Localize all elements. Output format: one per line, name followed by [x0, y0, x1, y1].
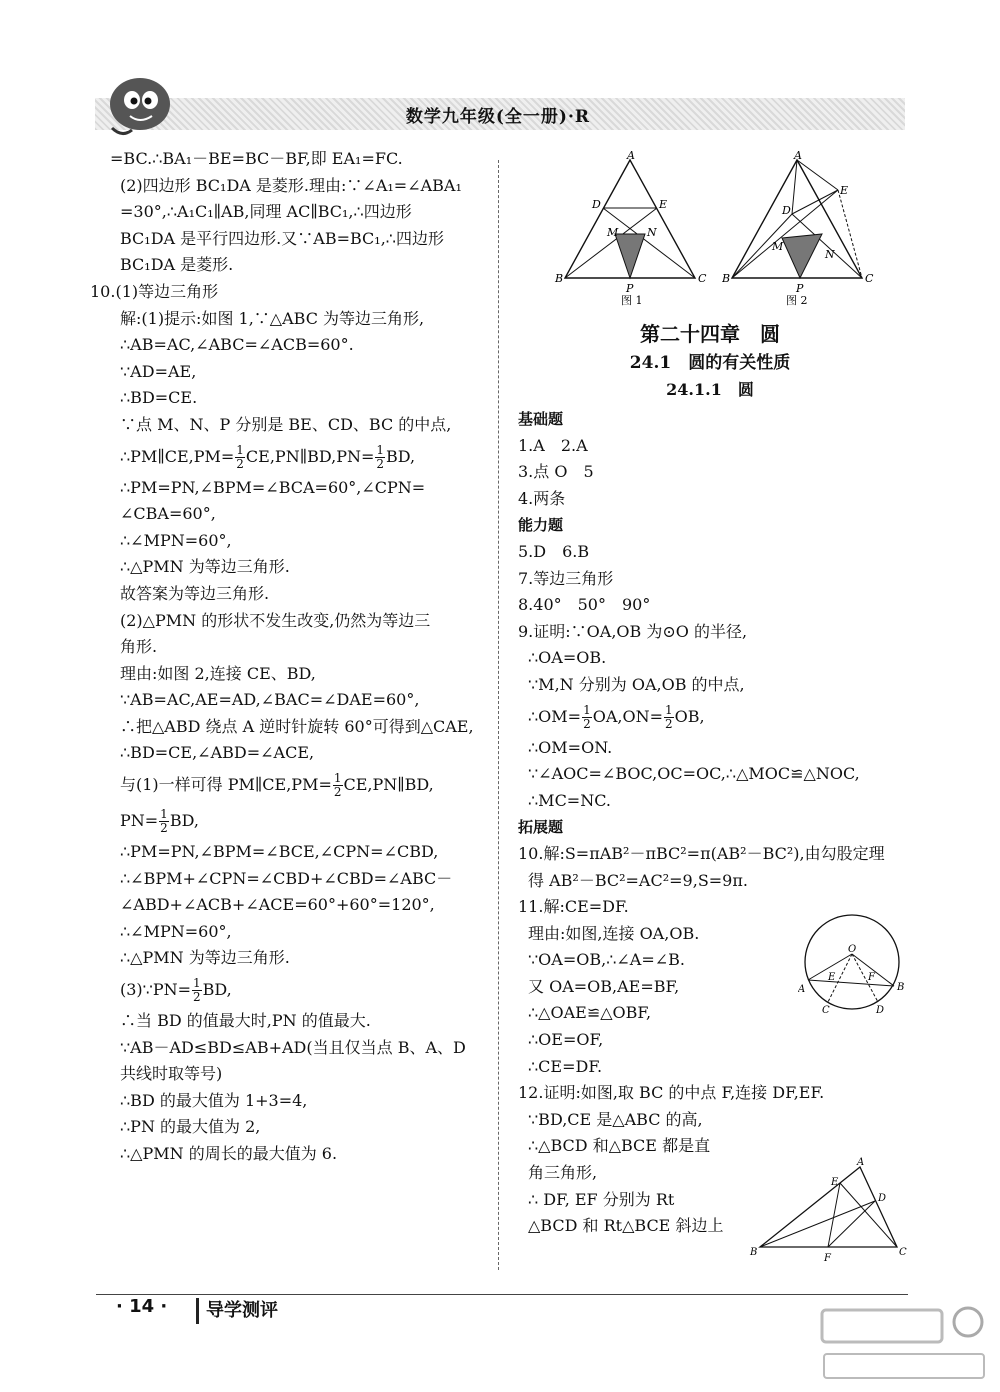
text-line: (2)△PMN 的形状不发生改变,仍然为等边三: [120, 610, 431, 630]
svg-text:O: O: [848, 944, 857, 955]
text-line: ∴∠BPM+∠CPN=∠CBD+∠CBD=∠ABC－: [120, 868, 453, 888]
answer-line: 1.A 2.A: [518, 435, 588, 455]
answer-line: ∴MC=NC.: [528, 790, 611, 810]
svg-text:N: N: [647, 226, 657, 239]
svg-text:M: M: [772, 240, 784, 253]
fraction-line: ∴OM= $\frac{1}{2}$ OA,ON= $\frac{1}{2}$ OB,: [528, 702, 705, 731]
text-line: ∵AB=AC,AE=AD,∠BAC=∠DAE=60°,: [120, 690, 420, 710]
text-line: (2)四边形 BC₁DA 是菱形.理由:∵∠A₁=∠ABA₁: [120, 175, 462, 195]
footer-title: 导学测评: [206, 1300, 278, 1321]
text-line: ∵AD=AE,: [120, 361, 197, 381]
page-number: · 14 ·: [116, 1296, 168, 1317]
left-column: [90, 146, 490, 1168]
text-line: ∵AB－AD≤BD≤AB+AD(当且仅当点 B、A、D: [120, 1037, 466, 1057]
svg-text:A: A: [627, 150, 635, 162]
right-column: [518, 406, 908, 1240]
answer-line: 又 OA=OB,AE=BF,: [528, 976, 680, 996]
fraction: $\frac{1}{2}$: [160, 807, 168, 836]
text-line: 解:(1)提示:如图 1,∵△ABC 为等边三角形,: [120, 308, 425, 328]
fraction-line: 与(1)一样可得 PM∥CE,PM= $\frac{1}{2}$ CE,PN∥BD,: [120, 771, 434, 800]
fraction: $\frac{1}{2}$: [376, 442, 384, 471]
text-line: 角形.: [120, 637, 158, 657]
svg-text:B: B: [555, 272, 564, 285]
answer-line: ∵M,N 分别为 OA,OB 的中点,: [528, 674, 745, 694]
svg-text:D: D: [782, 204, 791, 217]
answer-line: 12.证明:如图,取 BC 的中点 F,连接 DF,EF.: [518, 1083, 825, 1103]
text-line: ∴PM=PN,∠BPM=∠BCA=60°,∠CPN=: [120, 477, 426, 497]
svg-text:E: E: [659, 198, 668, 211]
figure-2: [722, 150, 892, 310]
answer-line: ∴OM=ON.: [528, 737, 613, 757]
text-line: ∴AB=AC,∠ABC=∠ACB=60°.: [120, 335, 354, 355]
fraction: $\frac{1}{2}$: [665, 702, 673, 731]
footer-separator: [196, 1298, 199, 1324]
text-line: 共线时取等号): [120, 1064, 223, 1084]
answer-line: 5.D 6.B: [518, 541, 590, 561]
fraction-line: PN= $\frac{1}{2}$ BD,: [120, 807, 199, 836]
page-header-title: 数学九年级(全一册)·R: [405, 107, 590, 127]
svg-text:B: B: [897, 982, 905, 993]
text-line: ∴∠MPN=60°,: [120, 921, 232, 941]
text-line: ∠CBA=60°,: [120, 504, 216, 524]
figure-1-caption: 图 1: [621, 294, 643, 307]
text-line: ∴△PMN 为等边三角形.: [120, 948, 290, 968]
svg-text:E: E: [831, 1177, 839, 1188]
answer-line: 得 AB²－BC²=AC²=9,S=9π.: [528, 870, 748, 890]
text-line: ∴BD=CE,∠ABD=∠ACE,: [120, 743, 315, 763]
subsection-title: 24.1.1 圆: [666, 380, 754, 399]
svg-text:P: P: [796, 282, 804, 295]
svg-text:N: N: [825, 248, 835, 261]
text-line: ∴PN 的最大值为 2,: [120, 1117, 261, 1137]
svg-text:A: A: [794, 150, 802, 162]
fraction-line: ∴PM∥CE,PM= $\frac{1}{2}$ CE,PN∥BD,PN= $\frac{1}{2}$ BD,: [120, 442, 416, 471]
text-line: 10.(1)等边三角形: [90, 281, 219, 301]
answer-line: 3.点 O 5: [518, 462, 594, 482]
text-line: 理由:如图 2,连接 CE、BD,: [120, 663, 316, 683]
text-line: =30°,∴A₁C₁∥AB,同理 AC∥BC₁,∴四边形: [120, 202, 412, 222]
answer-line: 8.40° 50° 90°: [518, 595, 651, 615]
answer-line: 11.解:CE=DF.: [518, 897, 629, 917]
text-line: =BC.∴BA₁－BE=BC－BF,即 EA₁=FC.: [110, 149, 403, 168]
svg-text:F: F: [824, 1253, 831, 1264]
svg-text:C: C: [822, 1005, 830, 1016]
fraction: $\frac{1}{2}$: [583, 702, 591, 731]
svg-text:D: D: [592, 198, 601, 211]
svg-text:C: C: [899, 1247, 907, 1258]
answer-line: ∴OA=OB.: [528, 648, 607, 668]
mascot-logo: [92, 68, 192, 138]
chapter-title: 第二十四章 圆: [640, 322, 780, 346]
svg-text:E: E: [828, 972, 836, 983]
fraction: $\frac{1}{2}$: [236, 442, 244, 471]
answer-line: 7.等边三角形: [518, 568, 614, 588]
svg-text:M: M: [607, 226, 619, 239]
answer-line: ∴CE=DF.: [528, 1056, 603, 1076]
circle-figure: [798, 912, 910, 1018]
answer-line: ∴ DF, EF 分别为 Rt: [528, 1189, 675, 1209]
svg-text:C: C: [698, 272, 707, 285]
text-line: ∴PM=PN,∠BPM=∠BCE,∠CPN=∠CBD,: [120, 842, 439, 862]
fraction-line: (3)∵PN= $\frac{1}{2}$ BD,: [120, 976, 232, 1005]
answer-line: ∴△BCD 和△BCE 都是直: [528, 1136, 711, 1156]
svg-text:F: F: [868, 972, 875, 983]
fraction: $\frac{1}{2}$: [333, 771, 342, 800]
svg-text:P: P: [626, 282, 634, 295]
column-divider: [498, 160, 499, 1270]
svg-text:A: A: [857, 1157, 865, 1168]
text-line: ∴△PMN 的周长的最大值为 6.: [120, 1144, 338, 1163]
footer-rule: [96, 1294, 908, 1295]
answer-line: 9.证明:∵OA,OB 为⊙O 的半径,: [518, 621, 748, 641]
text-line: 故答案为等边三角形.: [120, 583, 270, 603]
answer-line: △BCD 和 Rt△BCE 斜边上: [528, 1216, 724, 1236]
answer-line: 10.解:S=πAB²－πBC²=π(AB²－BC²),由勾股定理: [518, 843, 885, 863]
answer-line: ∴△OAE≌△OBF,: [528, 1003, 652, 1023]
answer-line: 角三角形,: [528, 1163, 598, 1183]
svg-text:B: B: [750, 1247, 758, 1258]
answer-line: ∴OE=OF,: [528, 1030, 604, 1050]
svg-text:A: A: [798, 984, 806, 995]
text-line: ∴∠MPN=60°,: [120, 530, 232, 550]
category-heading: 拓展题: [518, 818, 564, 837]
figure-1: [545, 150, 710, 310]
text-line: ∴当 BD 的值最大时,PN 的值最大.: [120, 1011, 371, 1031]
fraction: $\frac{1}{2}$: [193, 976, 201, 1005]
figure-2-caption: 图 2: [786, 294, 808, 307]
answer-line: 理由:如图,连接 OA,OB.: [528, 923, 700, 943]
answer-line: ∵∠AOC=∠BOC,OC=OC,∴△MOC≌△NOC,: [528, 764, 860, 784]
watermark-logo: [818, 1302, 990, 1382]
answer-line: ∵BD,CE 是△ABC 的高,: [528, 1109, 703, 1129]
text-line: ∴把△ABD 绕点 A 逆时针旋转 60°可得到△CAE,: [120, 716, 474, 736]
text-line: ∴BD=CE.: [120, 388, 198, 408]
category-heading: 能力题: [518, 516, 564, 535]
category-heading: 基础题: [518, 410, 564, 428]
svg-text:E: E: [840, 184, 849, 197]
svg-text:B: B: [722, 272, 731, 285]
section-title: 24.1 圆的有关性质: [629, 353, 791, 373]
svg-text:C: C: [865, 272, 874, 285]
text-line: BC₁DA 是菱形.: [120, 255, 234, 275]
text-line: ∵点 M、N、P 分别是 BE、CD、BC 的中点,: [120, 414, 452, 434]
text-line: ∠ABD+∠ACB+∠ACE=60°+60°=120°,: [120, 895, 435, 915]
text-line: BC₁DA 是平行四边形.又∵AB=BC₁,∴四边形: [120, 228, 444, 248]
svg-text:D: D: [878, 1193, 887, 1204]
text-line: ∴BD 的最大值为 1+3=4,: [120, 1090, 308, 1110]
svg-text:D: D: [876, 1005, 885, 1016]
answer-line: ∵OA=OB,∴∠A=∠B.: [528, 950, 686, 970]
text-line: ∴△PMN 为等边三角形.: [120, 557, 290, 577]
triangle-figure: [745, 1155, 910, 1265]
answer-line: 4.两条: [518, 488, 566, 508]
